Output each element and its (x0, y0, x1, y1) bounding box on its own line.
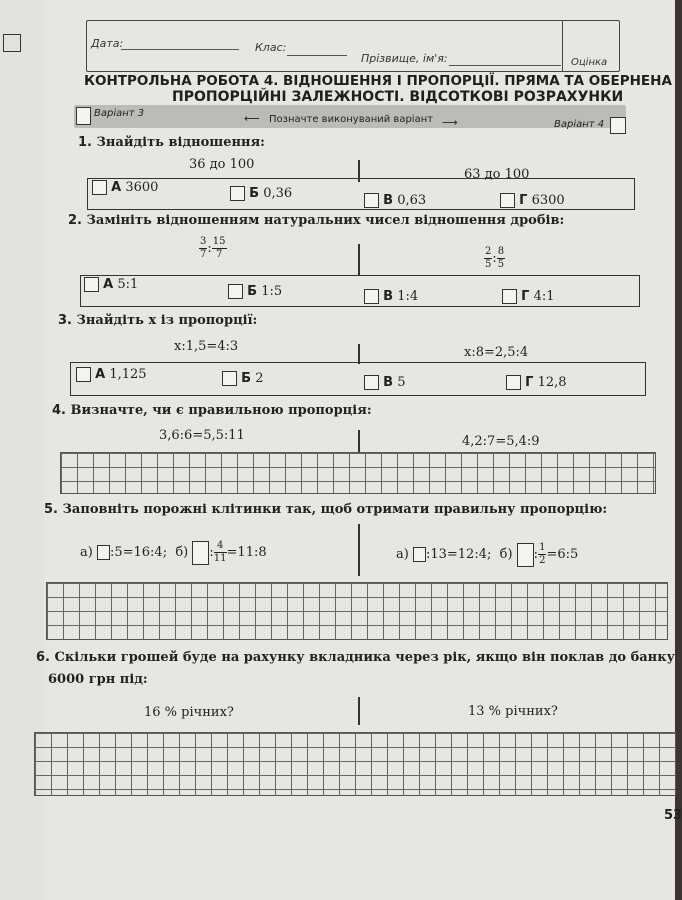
q1-right-expression: 63 до 100 (464, 167, 530, 182)
q3-text: 3. Знайдіть x із пропорції: (58, 313, 258, 328)
variant-bar (74, 105, 626, 128)
left-page-checkbox (3, 34, 21, 52)
q6-right-expression: 13 % річних? (468, 704, 558, 719)
variant-3-checkbox[interactable] (76, 107, 91, 125)
q3-option-a[interactable]: А 1,125 (76, 367, 147, 382)
q2-left-expression: $\frac{3}{7}$ : $\frac{15}{7}$ (200, 236, 226, 260)
variant-instruction: Позначте виконуваний варіант (269, 114, 434, 125)
variant-divider (358, 244, 360, 276)
variant-divider (358, 524, 360, 576)
q1-option-g[interactable]: Г 6300 (500, 193, 565, 208)
q5-right-a-blank[interactable] (413, 547, 426, 562)
q3-right-expression: x:8=2,5:4 (464, 345, 529, 360)
q3-option-b[interactable]: Б 2 (222, 371, 263, 386)
q1-text: 1. Знайдіть відношення: (78, 135, 265, 150)
q5-right-expression: а) :13=12:4; б) : $\frac{1}{2}$ =6:5 (396, 542, 579, 566)
q5-left-b-blank[interactable] (192, 541, 209, 565)
q2-right-expression: $\frac{2}{5}$ : $\frac{8}{5}$ (485, 246, 505, 270)
date-field[interactable] (121, 49, 239, 50)
q6-answer-grid[interactable] (34, 732, 676, 796)
q5-text: 5. Заповніть порожні клітинки так, щоб отримати правильну пропорцію: (44, 502, 608, 517)
q2-option-g[interactable]: Г 4:1 (502, 289, 555, 304)
q1-option-v[interactable]: В 0,63 (364, 193, 426, 208)
q2-options-box (80, 275, 640, 307)
page-title-line1: КОНТРОЛЬНА РОБОТА 4. ВІДНОШЕННЯ І ПРОПОРЦІЇ. ПРЯМА ТА ОБЕРНЕНА (84, 73, 672, 89)
q5-left-a-blank[interactable] (97, 545, 110, 560)
q5-left-expression: а) :5=16:4; б) : $\frac{4}{11}$ =11:8 (80, 540, 267, 564)
q6-left-expression: 16 % річних? (144, 705, 234, 720)
q6-text-line1: 6. Скільки грошей буде на рахунку вкладника через рік, якщо він поклав до банку (36, 650, 675, 665)
q3-option-v[interactable]: В 5 (364, 375, 405, 390)
grade-label: Оцінка (571, 57, 608, 68)
worksheet-page (36, 0, 682, 900)
grade-box[interactable] (562, 21, 619, 71)
arrow-left-icon: ⟵ (244, 112, 260, 125)
page-number: 53 (664, 808, 682, 823)
date-label: Дата: (91, 37, 124, 50)
page-title-line2: ПРОПОРЦІЙНІ ЗАЛЕЖНОСТІ. ВІДСОТКОВІ РОЗРАХУНКИ (172, 89, 624, 105)
q1-option-b[interactable]: Б 0,36 (230, 186, 292, 201)
q2-option-b[interactable]: Б 1:5 (228, 284, 282, 299)
q2-option-a[interactable]: А 5:1 (84, 277, 138, 292)
q5-right-b-blank[interactable] (517, 543, 534, 567)
q6-text-line2: 6000 грн під: (48, 672, 148, 687)
variant-divider (358, 344, 360, 364)
q1-option-a[interactable]: А 3600 (92, 180, 158, 195)
name-label: Прізвище, ім'я: (361, 52, 448, 65)
variant-4-label: Варіант 4 (554, 119, 605, 130)
q2-option-v[interactable]: В 1:4 (364, 289, 418, 304)
class-label: Клас: (255, 41, 287, 54)
variant-4-checkbox[interactable] (610, 117, 626, 134)
class-field[interactable] (287, 55, 347, 56)
name-field[interactable] (449, 65, 561, 66)
arrow-right-icon: ⟶ (442, 116, 458, 129)
q1-left-expression: 36 до 100 (189, 157, 255, 172)
variant-divider (358, 697, 360, 725)
q5-answer-grid[interactable] (46, 582, 668, 640)
q4-left-expression: 3,6:6=5,5:11 (159, 428, 245, 443)
q4-text: 4. Визначте, чи є правильною пропорція: (52, 403, 372, 418)
q3-left-expression: x:1,5=4:3 (174, 339, 239, 354)
q4-answer-grid[interactable] (60, 452, 656, 494)
student-info-header (86, 20, 620, 72)
q4-right-expression: 4,2:7=5,4:9 (462, 434, 540, 449)
variant-3-label: Варіант 3 (94, 108, 145, 119)
q3-option-g[interactable]: Г 12,8 (506, 375, 567, 390)
variant-divider (358, 430, 360, 452)
q2-text: 2. Замініть відношенням натуральних чисел відношення дробів: (68, 213, 565, 228)
